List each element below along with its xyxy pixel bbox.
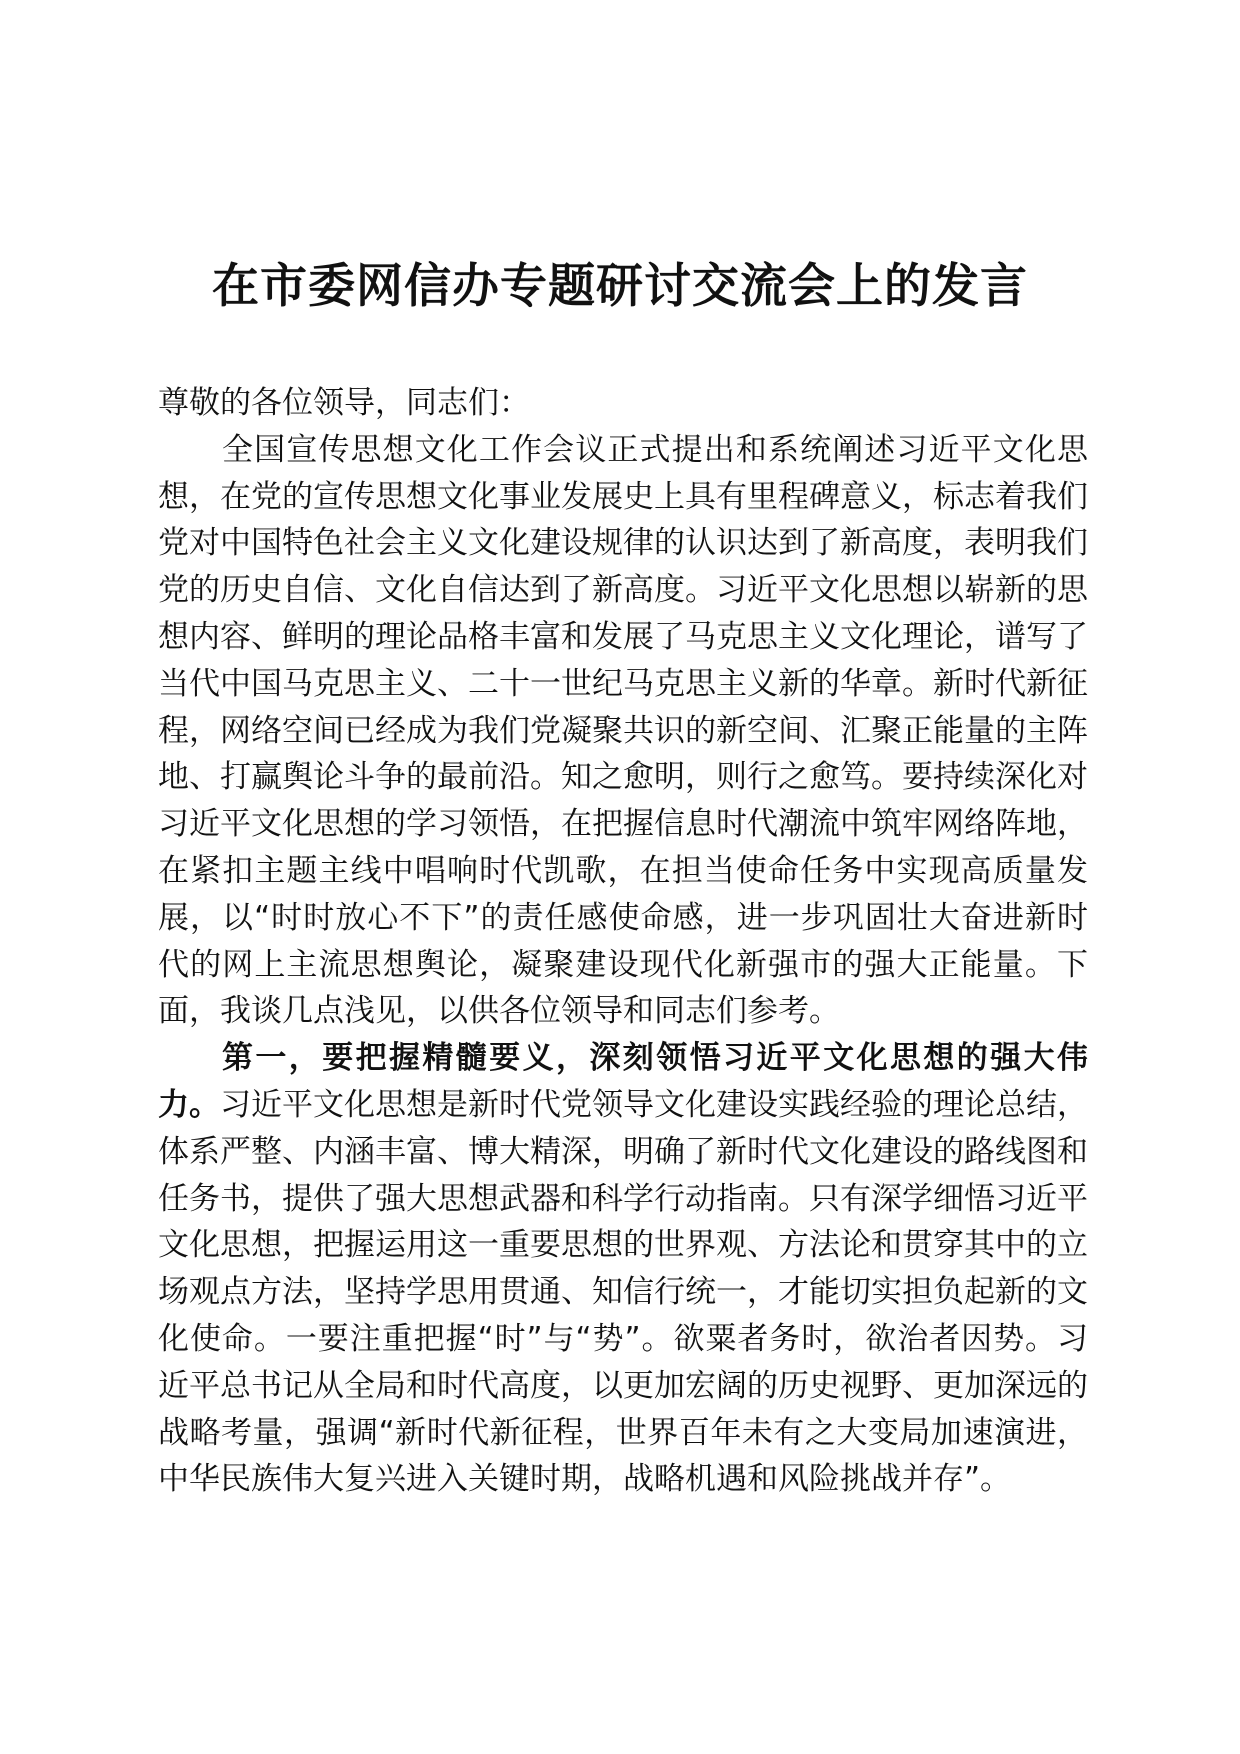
document-title: 在市委网信办专题研讨交流会上的发言 bbox=[212, 259, 1028, 314]
first-point-body: 习近平文化思想是新时代党领导文化建设实践经验的理论总结，体系严整、内涵丰富、博大精深，明确了新时代文化建设的路线图和任务书，提供了强大思想武器和科学行动指南。只有深学细悟习近平文化思想，把握运用这一重要思想的世界观、方法论和贯穿其中的立场观点方法，坚持学思用贯通、知信行统一，才能切实担负起新的文化使命。一要注重把握“时”与“势”。欲粟者务时，欲治者因势。习近平总书记从全局和时代高度，以更加宏阔的历史视野、更加深远的战略考量，强调“新时代新征程，世界百年未有之大变局加速演进，中华民族伟大复兴进入关键时期，战略机遇和风险挑战并存”。 bbox=[158, 1086, 1088, 1498]
first-point-heading: 第一，要把握精髓要义，深刻领悟习近平文化思想的强大伟力。 bbox=[158, 1040, 1088, 1123]
document-body bbox=[158, 380, 1088, 1503]
salutation: 尊敬的各位领导，同志们： bbox=[158, 385, 530, 421]
paragraph-intro: 全国宣传思想文化工作会议正式提出和系统阐述习近平文化思想，在党的宣传思想文化事业发展史上具有里程碑意义，标志着我们党对中国特色社会主义文化建设规律的认识达到了新高度，表明我们党的历史自信、文化自信达到了新高度。习近平文化思想以崭新的思想内容、鲜明的理论品格丰富和发展了马克思主义文化理论，谱写了当代中国马克思主义、二十一世纪马克思主义新的华章。新时代新征程，网络空间已经成为我们党凝聚共识的新空间、汇聚正能量的主阵地、打赢舆论斗争的最前沿。知之愈明，则行之愈笃。要持续深化对习近平文化思想的学习领悟，在把握信息时代潮流中筑牢网络阵地，在紧扣主题主线中唱响时代凯歌，在担当使命任务中实现高质量发展，以“时时放心不下”的责任感使命感，进一步巩固壮大奋进新时代的网上主流思想舆论，凝聚建设现代化新强市的强大正能量。下面，我谈几点浅见，以供各位领导和同志们参考。 bbox=[158, 431, 1088, 1030]
paragraph-first-point bbox=[158, 1035, 1088, 1503]
